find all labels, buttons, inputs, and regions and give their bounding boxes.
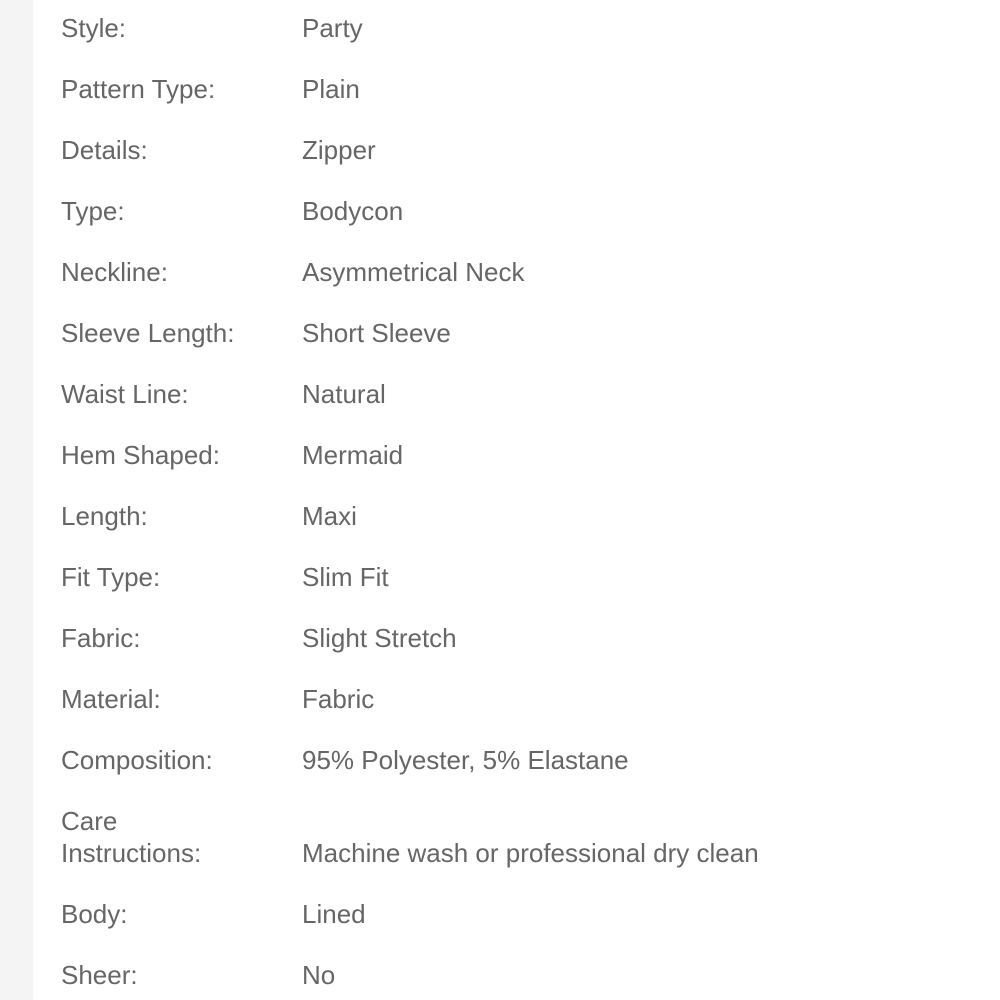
spec-row-waist-line [61,370,961,410]
spec-value: Zipper [302,135,376,165]
spec-row-composition [61,736,961,776]
spec-label: Fabric: [61,623,141,653]
spec-row-details [61,126,961,166]
spec-value: Maxi [302,501,357,531]
spec-value: No [302,960,336,990]
spec-row-hem-shaped [61,431,961,471]
spec-value: Natural [302,379,386,409]
spec-label: Length: [61,501,148,531]
spec-row-fabric [61,614,961,654]
spec-row-pattern-type [61,65,961,105]
spec-value: Party [302,13,363,43]
product-spec-list [61,0,961,1000]
spec-label: Waist Line: [61,379,189,409]
spec-label: Fit Type: [61,562,161,592]
spec-value: Asymmetrical Neck [302,257,525,287]
spec-label: Neckline: [61,257,168,287]
spec-value: Slight Stretch [302,623,457,653]
spec-row-length [61,492,961,532]
spec-row-fit-type [61,553,961,593]
spec-value: Bodycon [302,196,404,226]
spec-label: Sleeve Length: [61,318,235,348]
spec-label: Care Instructions: [61,806,202,868]
spec-label: Pattern Type: [61,74,216,104]
spec-value: Slim Fit [302,562,389,592]
left-gutter [0,0,33,1000]
spec-label: Style: [61,13,127,43]
spec-label: Material: [61,684,161,714]
spec-row-neckline [61,248,961,288]
spec-value: Mermaid [302,440,404,470]
spec-label: Body: [61,899,128,929]
spec-label: Composition: [61,745,213,775]
spec-label: Details: [61,135,148,165]
spec-value: Short Sleeve [302,318,451,348]
spec-row-sleeve-length [61,309,961,349]
spec-row-material [61,675,961,715]
spec-row-style [61,4,961,44]
spec-row-type [61,187,961,227]
spec-label: Hem Shaped: [61,440,220,470]
spec-value: Machine wash or professional dry clean [302,838,759,868]
spec-label: Sheer: [61,960,138,990]
spec-value: Lined [302,899,366,929]
spec-value: Plain [302,74,360,104]
spec-value: Fabric [302,684,375,714]
spec-row-care-instructions [61,797,961,869]
spec-label: Type: [61,196,125,226]
spec-row-body [61,890,961,930]
spec-value: 95% Polyester, 5% Elastane [302,745,629,775]
spec-row-sheer [61,951,961,991]
